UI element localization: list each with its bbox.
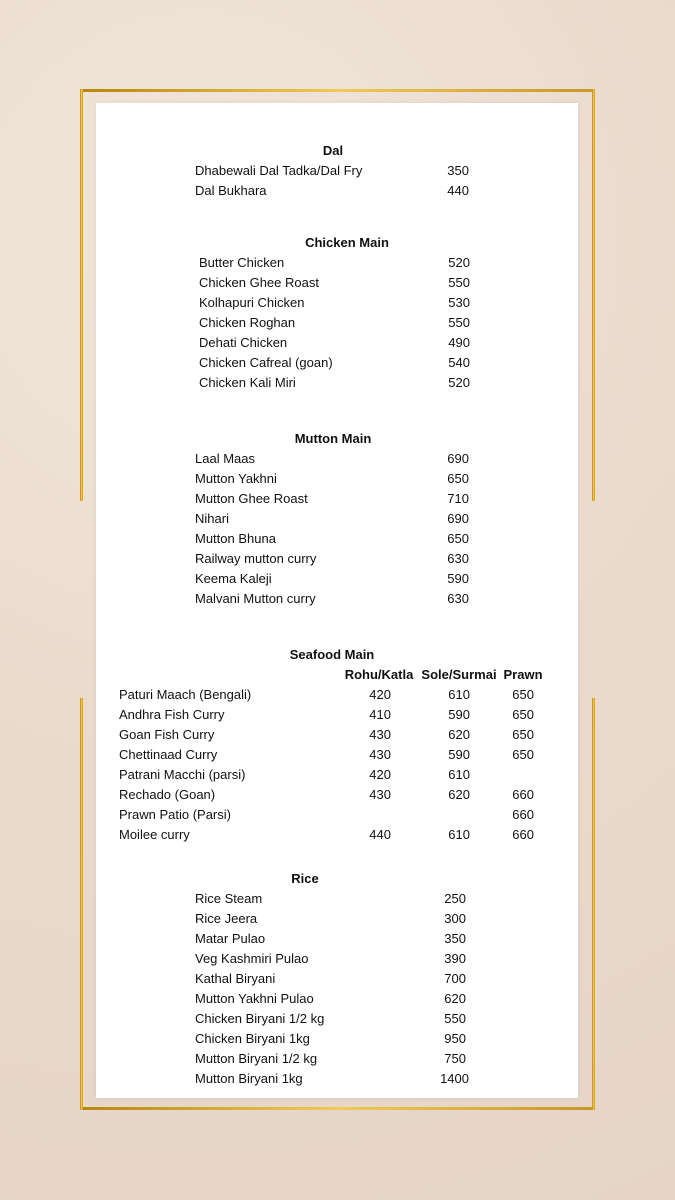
menu-item-name: Laal Maas (195, 451, 255, 466)
menu-item-price: 350 (444, 931, 466, 946)
menu-item-name: Butter Chicken (199, 255, 285, 270)
seafood-price-rohu: 410 (369, 707, 391, 722)
menu-item-name: Rice Steam (195, 891, 263, 906)
menu-item-price: 550 (448, 275, 470, 290)
seafood-item-name: Goan Fish Curry (119, 727, 215, 742)
menu-item-price: 520 (448, 375, 470, 390)
seafood-price-rohu: 440 (369, 827, 391, 842)
menu-item-price: 710 (447, 491, 469, 506)
menu-item-name: Chicken Roghan (199, 315, 296, 330)
menu-item-price: 950 (444, 1031, 466, 1046)
menu-item-name: Chicken Biryani 1kg (195, 1031, 310, 1046)
seafood-price-rohu: 430 (369, 727, 391, 742)
seafood-item-name: Andhra Fish Curry (119, 707, 225, 722)
seafood-price-sole: 610 (448, 767, 470, 782)
menu-item-name: Dehati Chicken (199, 335, 288, 350)
seafood-price-prawn: 650 (512, 687, 534, 702)
seafood-price-prawn: 650 (512, 747, 534, 762)
menu-item-name: Nihari (195, 511, 229, 526)
menu-item-price: 300 (444, 911, 466, 926)
menu-item-name: Chicken Ghee Roast (199, 275, 319, 290)
gold-frame-left-lower (80, 698, 83, 1110)
seafood-item-name: Chettinaad Curry (119, 747, 218, 762)
menu-item-price: 630 (447, 591, 469, 606)
section-title-seafood: Seafood Main (289, 647, 375, 662)
menu-item-price: 1400 (440, 1071, 469, 1086)
gold-frame-top (80, 89, 595, 92)
seafood-item-name: Patrani Macchi (parsi) (119, 767, 246, 782)
seafood-price-prawn: 660 (512, 827, 534, 842)
menu-item-price: 550 (448, 315, 470, 330)
menu-item-name: Veg Kashmiri Pulao (195, 951, 309, 966)
seafood-price-rohu: 420 (369, 687, 391, 702)
menu-item-name: Chicken Cafreal (goan) (199, 355, 333, 370)
menu-item-name: Kolhapuri Chicken (199, 295, 305, 310)
seafood-price-prawn: 660 (512, 807, 534, 822)
section-title-chicken: Chicken Main (305, 235, 389, 250)
menu-item-price: 700 (444, 971, 466, 986)
menu-item-price: 540 (448, 355, 470, 370)
seafood-price-rohu: 430 (369, 787, 391, 802)
menu-item-price: 650 (447, 471, 469, 486)
menu-card (96, 103, 578, 1098)
menu-item-price: 440 (447, 183, 469, 198)
menu-item-price: 520 (448, 255, 470, 270)
menu-item-price: 650 (447, 531, 469, 546)
menu-item-name: Railway mutton curry (195, 551, 317, 566)
seafood-price-sole: 610 (448, 827, 470, 842)
gold-frame-left-upper (80, 89, 83, 501)
seafood-price-prawn: 650 (512, 707, 534, 722)
section-title-mutton: Mutton Main (294, 431, 372, 446)
menu-item-price: 690 (447, 511, 469, 526)
column-header-prawn: Prawn (503, 667, 543, 682)
menu-item-price: 620 (444, 991, 466, 1006)
column-header-rohu: Rohu/Katla (344, 667, 414, 682)
menu-item-price: 350 (447, 163, 469, 178)
menu-item-name: Dal Bukhara (195, 183, 267, 198)
gold-frame-right-upper (592, 89, 595, 501)
menu-item-price: 250 (444, 891, 466, 906)
seafood-price-sole: 620 (448, 727, 470, 742)
seafood-price-sole: 620 (448, 787, 470, 802)
menu-item-name: Kathal Biryani (195, 971, 276, 986)
menu-item-name: Keema Kaleji (195, 571, 272, 586)
menu-item-name: Mutton Bhuna (195, 531, 276, 546)
seafood-item-name: Prawn Patio (Parsi) (119, 807, 231, 822)
menu-item-price: 690 (447, 451, 469, 466)
menu-item-price: 590 (447, 571, 469, 586)
section-title-rice: Rice (291, 871, 319, 886)
menu-item-name: Chicken Biryani 1/2 kg (195, 1011, 325, 1026)
seafood-price-prawn: 650 (512, 727, 534, 742)
section-title-dal: Dal (322, 143, 344, 158)
menu-item-name: Mutton Yakhni (195, 471, 277, 486)
seafood-item-name: Rechado (Goan) (119, 787, 216, 802)
menu-item-name: Mutton Biryani 1/2 kg (195, 1051, 318, 1066)
menu-item-name: Mutton Yakhni Pulao (195, 991, 314, 1006)
menu-item-name: Malvani Mutton curry (195, 591, 316, 606)
column-header-sole: Sole/Surmai (421, 667, 497, 682)
menu-item-name: Dhabewali Dal Tadka/Dal Fry (195, 163, 363, 178)
gold-frame-bottom (80, 1107, 595, 1110)
seafood-item-name: Paturi Maach (Bengali) (119, 687, 252, 702)
menu-item-price: 530 (448, 295, 470, 310)
menu-item-name: Mutton Ghee Roast (195, 491, 308, 506)
seafood-price-sole: 590 (448, 747, 470, 762)
seafood-price-rohu: 420 (369, 767, 391, 782)
seafood-price-rohu: 430 (369, 747, 391, 762)
menu-item-name: Chicken Kali Miri (199, 375, 296, 390)
menu-item-price: 630 (447, 551, 469, 566)
seafood-price-prawn: 660 (512, 787, 534, 802)
menu-item-price: 490 (448, 335, 470, 350)
menu-item-name: Matar Pulao (195, 931, 266, 946)
menu-item-name: Rice Jeera (195, 911, 258, 926)
menu-item-price: 390 (444, 951, 466, 966)
seafood-price-sole: 590 (448, 707, 470, 722)
gold-frame-right-lower (592, 698, 595, 1110)
menu-item-price: 750 (444, 1051, 466, 1066)
menu-item-name: Mutton Biryani 1kg (195, 1071, 303, 1086)
seafood-item-name: Moilee curry (119, 827, 190, 842)
seafood-price-sole: 610 (448, 687, 470, 702)
menu-item-price: 550 (444, 1011, 466, 1026)
